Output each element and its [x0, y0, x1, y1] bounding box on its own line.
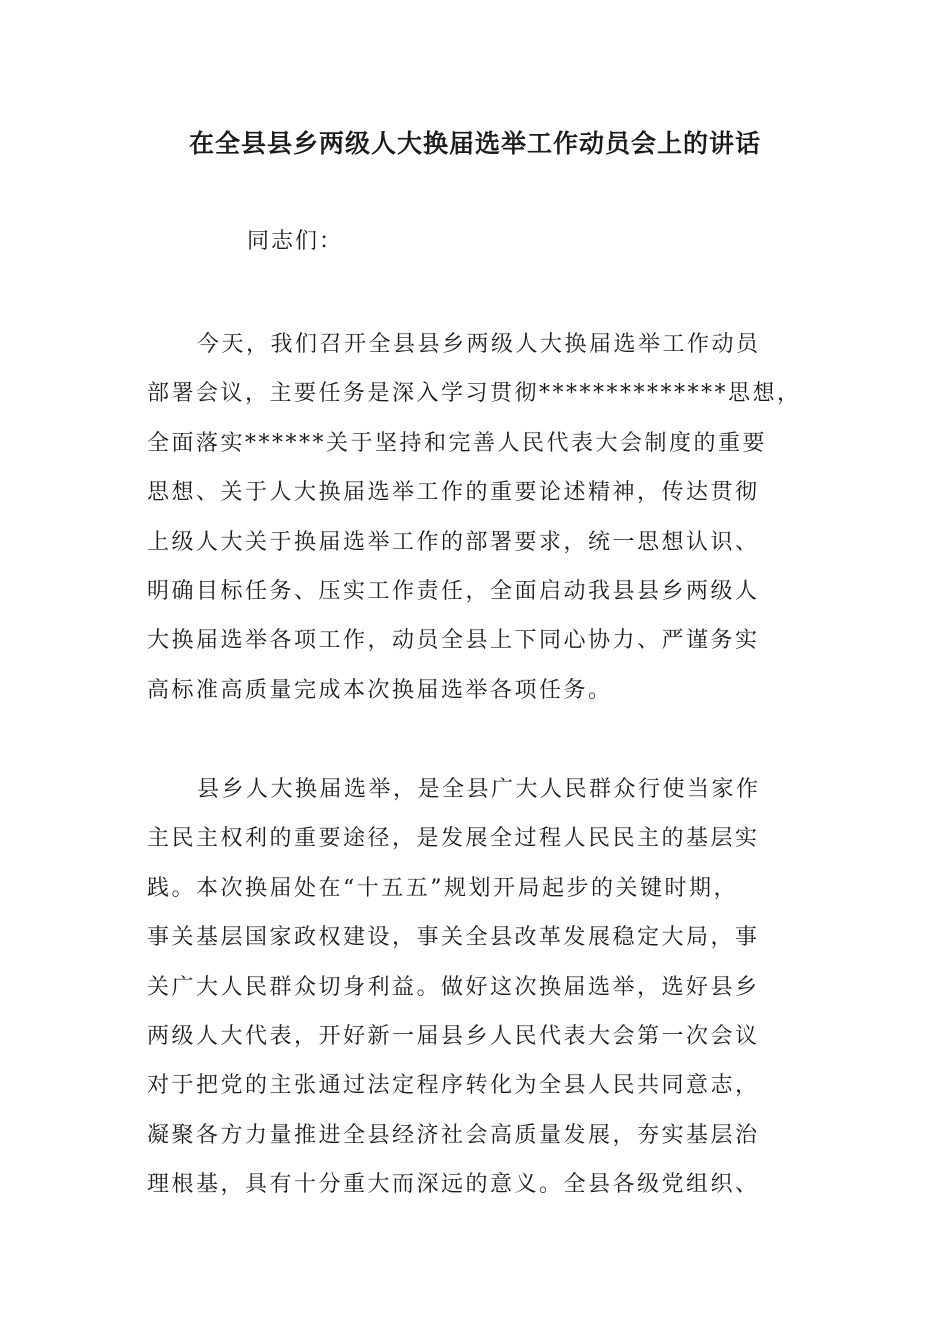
- paragraph-line: 关广大人民群众切身利益。做好这次换届选举，选好县乡: [147, 974, 760, 1000]
- paragraph-line: 两级人大代表，开好新一届县乡人民代表大会第一次会议: [147, 1024, 760, 1050]
- paragraph-line: 理根基，具有十分重大而深远的意义。全县各级党组织、: [147, 1172, 760, 1198]
- paragraph-line: 明确目标任务、压实工作责任，全面启动我县县乡两级人: [147, 579, 760, 605]
- paragraph-line: 部署会议，主要任务是深入学习贯彻**************思想，: [147, 381, 802, 407]
- paragraph-line: 主民主权利的重要途径，是发展全过程人民民主的基层实: [147, 826, 760, 852]
- paragraph-line: 上级人大关于换届选举工作的部署要求，统一思想认识、: [147, 529, 760, 555]
- paragraph-line: 今天，我们召开全县县乡两级人大换届选举工作动员: [197, 332, 761, 357]
- paragraph-line: 县乡人大换届选举，是全县广大人民群众行使当家作: [197, 777, 761, 802]
- salutation: 同志们：: [247, 229, 344, 254]
- paragraph-1: [147, 320, 807, 715]
- paragraph-line: 凝聚各方力量推进全县经济社会高质量发展，夯实基层治: [147, 1122, 760, 1148]
- paragraph-line: 全面落实******关于坚持和完善人民代表大会制度的重要: [147, 430, 768, 456]
- paragraph-line: 对于把党的主张通过法定程序转化为全县人民共同意志，: [147, 1073, 760, 1099]
- paragraph-line: 大换届选举各项工作，动员全县上下同心协力、严谨务实: [147, 628, 760, 654]
- paragraph-line: 事关基层国家政权建设，事关全县改革发展稳定大局，事: [147, 925, 760, 951]
- paragraph-2: [147, 765, 807, 1210]
- paragraph-line: 高标准高质量完成本次换届选举各项任务。: [147, 677, 613, 703]
- paragraph-line: 践。本次换届处在“十五五”规划开局起步的关键时期，: [147, 875, 738, 901]
- paragraph-line: 思想、关于人大换届选举工作的重要论述精神，传达贯彻: [147, 480, 760, 506]
- document-title: 在全县县乡两级人大换届选举工作动员会上的讲话: [188, 129, 761, 158]
